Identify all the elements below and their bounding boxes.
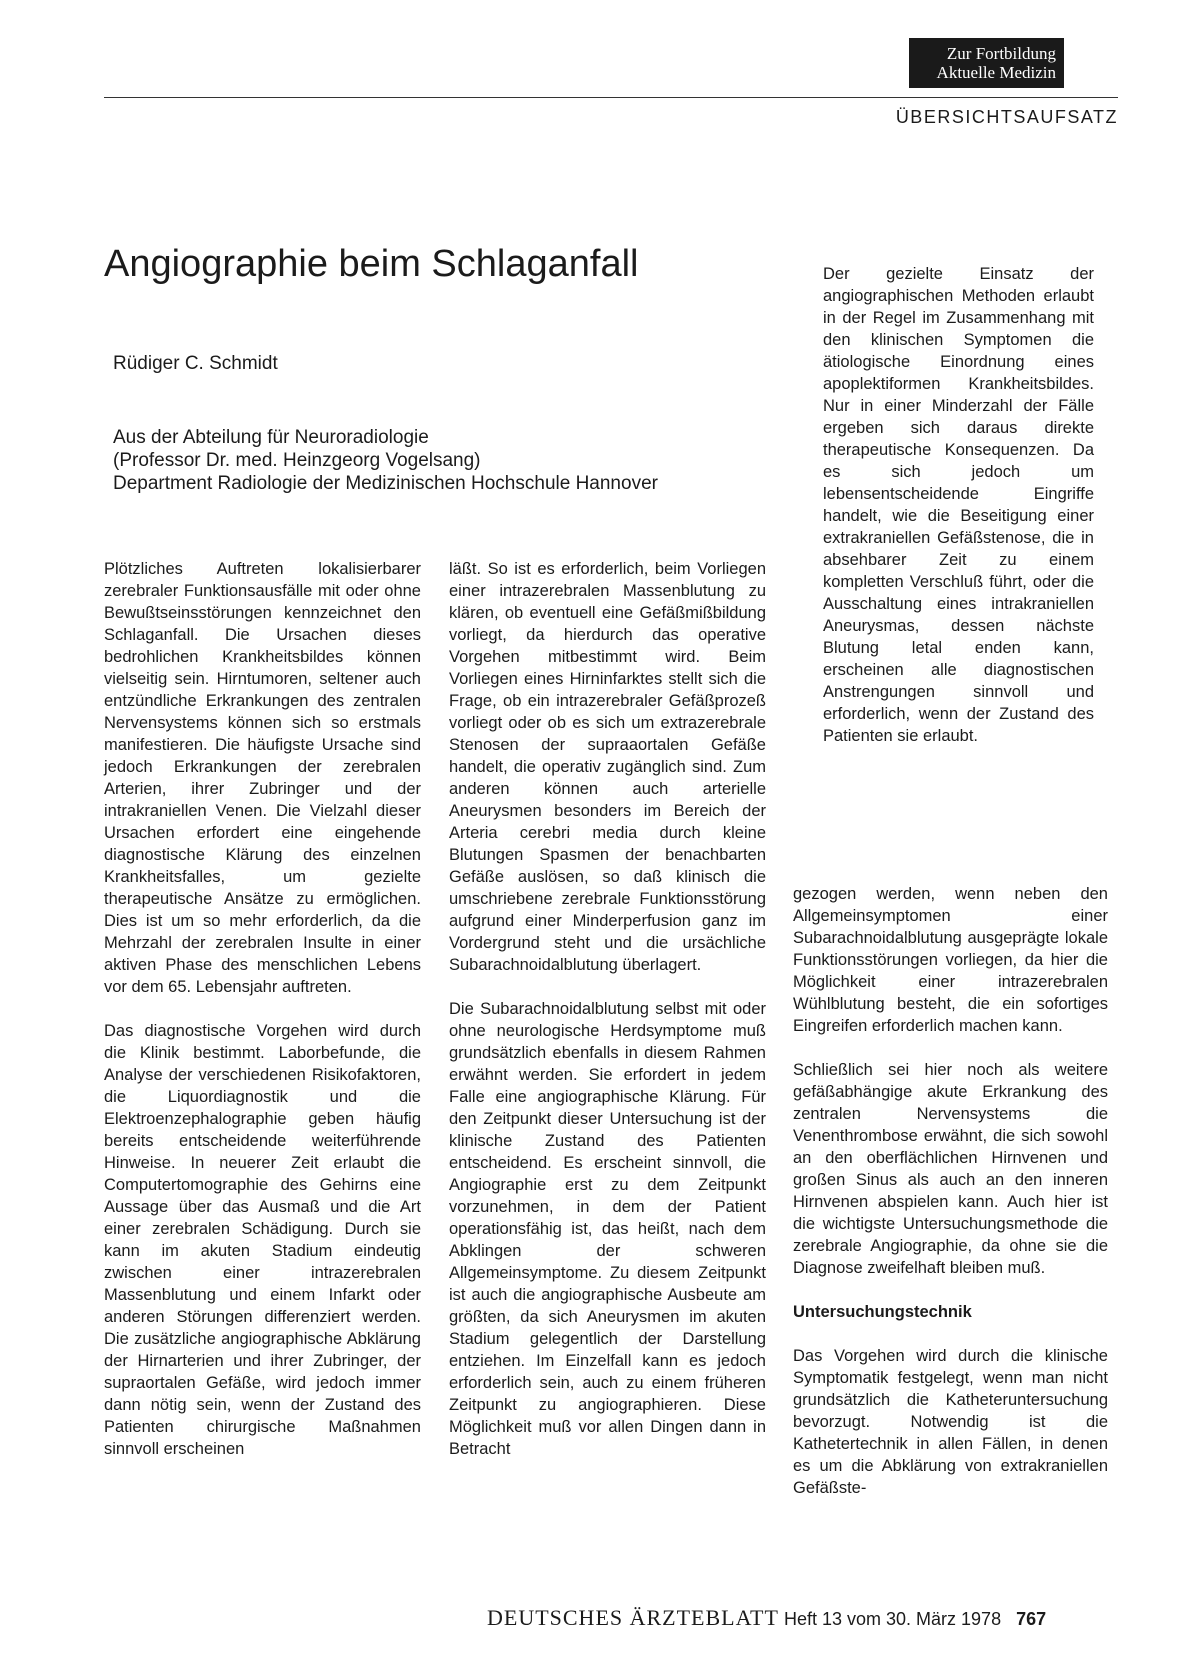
article-category: ÜBERSICHTSAUFSATZ	[895, 107, 1118, 127]
text-column-2	[449, 558, 766, 1482]
author-affiliation	[113, 426, 658, 495]
affiliation-line-2: (Professor Dr. med. Heinzgeorg Vogelsang)	[113, 450, 481, 471]
paragraph: Das Vorgehen wird durch die klinische Symptomatik festgelegt, wenn man nicht grundsätzlich die Katheteruntersuchung bevorzugt. Notwendig ist die Kathetertechnik in allen Fällen, in denen es um die Abklärung von extrakraniellen Gefäßste-	[793, 1347, 1108, 1497]
text-column-3	[793, 883, 1108, 1521]
page-number: 767	[1016, 1609, 1047, 1629]
affiliation-line-1: Aus der Abteilung für Neuroradiologie	[113, 427, 429, 448]
issue-info: Heft 13 vom 30. März 1978	[783, 1609, 1002, 1629]
section-heading: Untersuchungstechnik	[793, 1303, 972, 1321]
section-badge	[909, 38, 1064, 88]
paragraph: Plötzliches Auftreten lokalisierbarer zerebraler Funktionsausfälle mit oder ohne Bewußtseinsstörungen kennzeichnet den Schlaganfall. Die Ursachen dieses bedrohlichen Krankheitsbildes können vielseitig sein. Hirntumoren, seltener auch entzündliche Erkrankungen des zentralen Nervensystems können sich so erstmals manifestieren. Die häufigste Ursache sind jedoch Erkrankungen der zerebralen Arterien, ihrer Zubringer und der intrakraniellen Venen. Die Vielzahl dieser Ursachen erfordert eine eingehende diagnostische Klärung des einzelnen Krankheitsfalles, um gezielte therapeutische Ansätze zu ermöglichen. Dies ist um so mehr erforderlich, da die Mehrzahl der zerebralen Insulte in einer aktiven Phase des menschlichen Lebens vor dem 65. Lebensjahr auftreten.	[104, 560, 421, 996]
paragraph: gezogen werden, wenn neben den Allgemeinsymptomen einer Subarachnoidalblutung ausgeprägte lokale Funktionsstörungen vorliegen, da hier die Möglichkeit einer intrazerebralen Wühlblutung besteht, die ein sofortiges Eingreifen erforderlich machen kann.	[793, 885, 1108, 1035]
affiliation-line-3: Department Radiologie der Medizinischen Hochschule Hannover	[113, 473, 658, 494]
paragraph: läßt. So ist es erforderlich, beim Vorliegen einer intrazerebralen Massenblutung zu klären, ob eventuell eine Gefäßmißbildung vorliegt, da hierdurch das operative Vorgehen mitbestimmt wird. Beim Vorliegen eines Hirninfarktes stellt sich die Frage, ob ein intrazerebraler Gefäßprozeß vorliegt oder ob es sich um extrazerebrale Stenosen der supraaortalen Gefäße handelt, die operativ zugänglich sind. Zum anderen können auch arterielle Aneurysmen besonders im Bereich der Arteria cerebri media durch kleine Blutungen Spasmen der benachbarten Gefäße auslösen, so daß klinisch die umschriebene zerebrale Funktionsstörung aufgrund einer Minderperfusion ganz im Vordergrund steht und die ursächliche Subarachnoidalblutung überlagert.	[449, 560, 766, 974]
paragraph: Die Subarachnoidalblutung selbst mit oder ohne neurologische Herdsymptome muß grundsätzlich ebenfalls in diesem Rahmen erwähnt werden. Sie erfordert in jedem Falle eine angiographische Klärung. Für den Zeitpunkt dieser Untersuchung ist der klinische Zustand des Patienten entscheidend. Es erscheint sinnvoll, die Angiographie erst zu dem Zeitpunkt vorzunehmen, in dem der Patient operationsfähig ist, das heißt, nach dem Abklingen der schweren Allgemeinsymptome. Zu diesem Zeitpunkt ist auch die angiographische Ausbeute am größten, da sich Aneurysmen im akuten Stadium gelegentlich der Darstellung entziehen. Im Einzelfall kann es jedoch erforderlich sein, auch zu einem früheren Zeitpunkt zu angiographieren. Diese Möglichkeit muß vor allen Dingen dann in Betracht	[449, 1000, 766, 1458]
page-footer	[487, 1605, 1046, 1631]
article-author: Rüdiger C. Schmidt	[113, 353, 278, 374]
journal-name: DEUTSCHES ÄRZTEBLATT	[487, 1605, 779, 1630]
badge-line-1: Zur Fortbildung	[946, 44, 1056, 63]
header-rule	[104, 97, 1118, 98]
paragraph: Das diagnostische Vorgehen wird durch die Klinik bestimmt. Laborbefunde, die Analyse der verschiedenen Risikofaktoren, die Liquordiagnostik und die Elektroenzephalographie geben häufig bereits entscheidende weiterführende Hinweise. In neuerer Zeit erlaubt die Computertomographie des Gehirns eine Aussage über das Ausmaß und die Art einer zerebralen Schädigung. Durch sie kann im akuten Stadium eindeutig zwischen einer intrazerebralen Massenblutung und einem Infarkt oder anderen Störungen differenziert werden. Die zusätzliche angiographische Abklärung der Hirnarterien und ihrer Zubringer, der supraortalen Gefäße, wird jedoch immer dann nötig sein, wenn der Zustand des Patienten chirurgische Maßnahmen sinnvoll erscheinen	[104, 1022, 421, 1458]
text-column-3-top	[823, 263, 1094, 769]
paragraph: Der gezielte Einsatz der angiographischen Methoden erlaubt in der Regel im Zusammenhang mit den klinischen Symptomen die ätiologische Einordnung eines apoplektiformen Krankheitsbildes. Nur in einer Minderzahl der Fälle ergeben sich daraus direkte therapeutische Konsequenzen. Da es sich jedoch um lebensentscheidende Eingriffe handelt, wie die Beseitigung einer extrakraniellen Gefäßstenose, die in absehbarer Zeit zu einem kompletten Verschluß führt, oder die Ausschaltung eines intrakraniellen Aneurysmas, dessen nächste Blutung letal enden kann, erscheinen alle diagnostischen Anstrengungen sinnvoll und erforderlich, wenn der Zustand des Patienten sie erlaubt.	[823, 265, 1094, 745]
article-title: Angiographie beim Schlaganfall	[104, 243, 639, 285]
badge-line-2: Aktuelle Medizin	[936, 63, 1056, 82]
paragraph: Schließlich sei hier noch als weitere gefäßabhängige akute Erkrankung des zentralen Nervensystems die Venenthrombose erwähnt, die sich sowohl an den oberflächlichen Hirnvenen und großen Sinus als auch an den inneren Hirnvenen abspielen kann. Auch hier ist die wichtigste Untersuchungsmethode die zerebrale Angiographie, da ohne sie die Diagnose zweifelhaft bleiben muß.	[793, 1061, 1108, 1277]
text-column-1	[104, 558, 421, 1482]
